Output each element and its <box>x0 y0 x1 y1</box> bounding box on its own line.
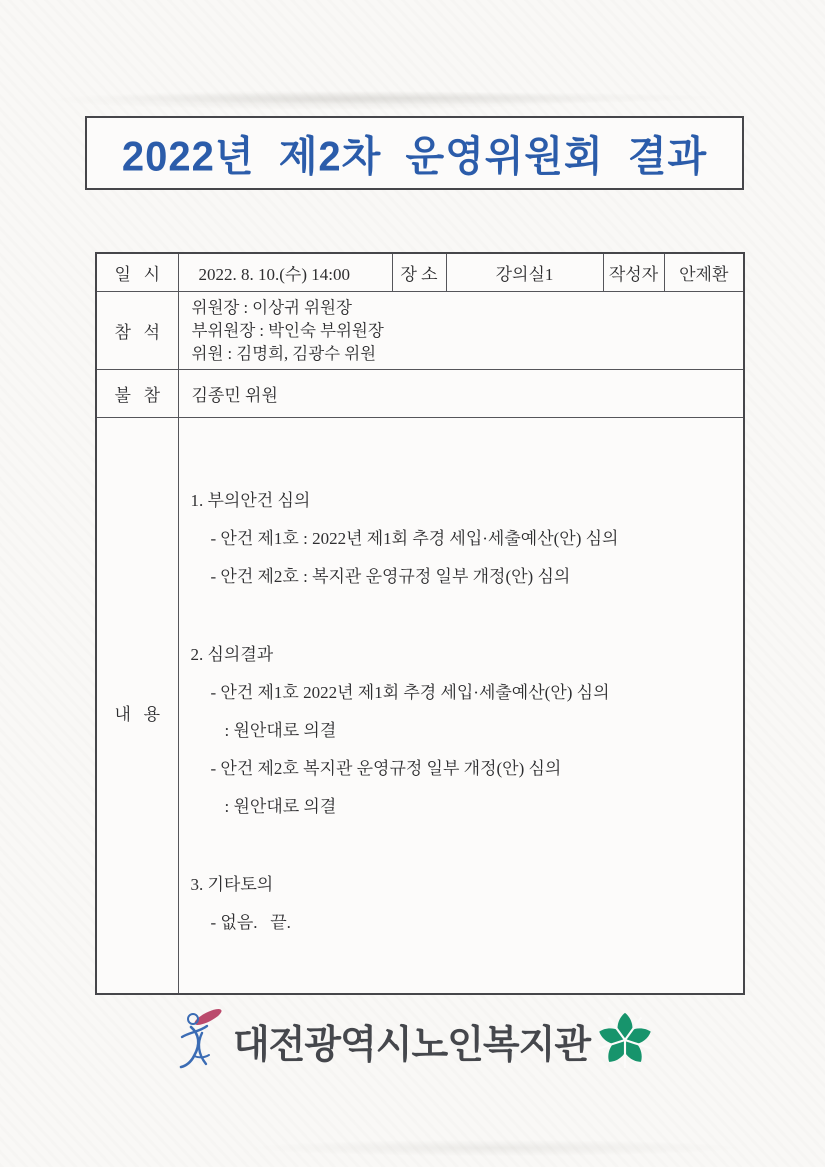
content-spacer <box>189 823 738 863</box>
attendees-value <box>178 291 744 369</box>
place-label: 장 소 <box>392 253 446 291</box>
attendee-line: 위원장 : 이상귀 위원장 <box>191 297 352 317</box>
content-body <box>178 417 744 994</box>
title-banner <box>85 116 744 190</box>
content-line: - 안건 제2호 복지관 운영규정 일부 개정(안) 심의 <box>210 758 562 778</box>
content-line: 2. 심의결과 <box>190 644 274 664</box>
organization-name: 대전광역시노인복지관 <box>232 1023 591 1067</box>
absent-value: 김종민 위원 <box>178 369 744 417</box>
attendee-line: 부위원장 : 박인숙 부위원장 <box>191 320 384 340</box>
attendees-label: 참 석 <box>96 291 178 369</box>
content-line: - 없음. 끝. <box>210 912 291 932</box>
table-row-absent <box>96 369 744 417</box>
person-figure-icon <box>171 1006 227 1074</box>
absent-label: 불 참 <box>96 369 178 417</box>
content-spacer <box>189 593 738 633</box>
content-line: : 원안대로 의결 <box>224 720 337 740</box>
footer-logo <box>0 1006 825 1074</box>
scan-artifact <box>110 92 710 104</box>
daejeon-emblem-icon <box>596 1010 654 1070</box>
content-line: - 안건 제1호 2022년 제1회 추경 세입·세출예산(안) 심의 <box>210 682 610 702</box>
attendee-line: 위원 : 김명희, 김광수 위원 <box>191 343 377 363</box>
content-line: 1. 부의안건 심의 <box>190 490 311 510</box>
page-title: 2022년 제2차 운영위원회 결과 <box>121 133 708 180</box>
table-row-datetime <box>96 253 744 291</box>
content-line: - 안건 제1호 : 2022년 제1회 추경 세입·세출예산(안) 심의 <box>210 528 619 548</box>
table-row-content <box>96 417 744 994</box>
writer-value: 안제환 <box>664 253 744 291</box>
content-label: 내 용 <box>96 417 178 994</box>
datetime-label: 일 시 <box>96 253 178 291</box>
meeting-result-table <box>95 252 745 995</box>
content-line: 3. 기타토의 <box>190 874 274 894</box>
table-row-attendees <box>96 291 744 369</box>
place-value: 강의실1 <box>446 253 603 291</box>
writer-label: 작성자 <box>603 253 664 291</box>
content-line: : 원안대로 의결 <box>224 796 337 816</box>
datetime-value: 2022. 8. 10.(수) 14:00 <box>178 253 392 291</box>
content-line: - 안건 제2호 : 복지관 운영규정 일부 개정(안) 심의 <box>210 566 571 586</box>
